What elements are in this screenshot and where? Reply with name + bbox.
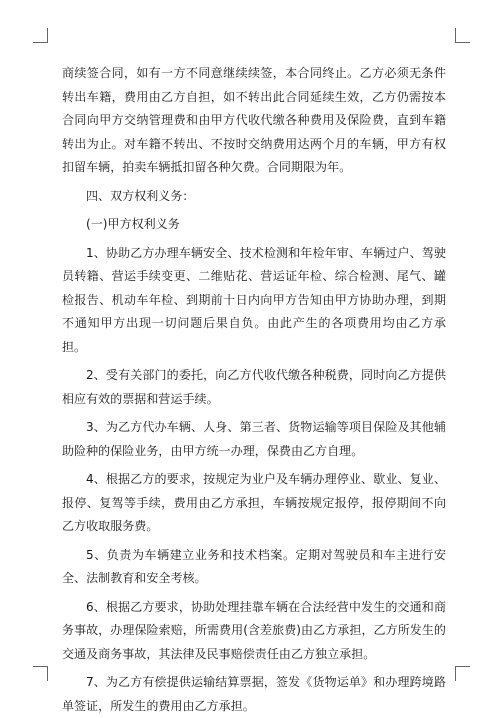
crop-mark-top-left <box>33 28 48 43</box>
clause-1: 1、协助乙方办理车辆安全、技术检测和年检年审、车辆过户、驾驶员转籍、营运手续变更、二维贴花、营运证年检、综合检测、尾气、罐检报告、机动车年检、到期前十日内向甲方告知由甲方协助办理，到期不通知甲方出现一切问题后果自负。由此产生的各项费用均由乙方承担。 <box>62 245 446 354</box>
crop-mark-bottom-right <box>455 666 470 681</box>
clause-7: 7、为乙方有偿提供运输结算票据，签发《货物运单》和办理跨境路单签证，所发生的费用由乙方承担。 <box>62 675 446 713</box>
clause-6: 6、根据乙方要求，协助处理挂靠车辆在合法经营中发生的交通和商务事故，办理保险索赔，所需费用(含差旅费)由乙方承担，乙方所发生的交通及商务事故，其法律及民事赔偿责任由乙方独立承担。 <box>62 599 446 661</box>
clause-4: 4、根据乙方的要求，按规定为业户及车辆办理停业、歇业、复业、报停、复驾等手续，费用由乙方承担，车辆按规定报停，报停期间不向乙方收取服务费。 <box>62 472 446 533</box>
subsection-heading-party-a: (一)甲方权利义务 <box>86 217 180 231</box>
crop-mark-bottom-left <box>33 666 48 681</box>
clause-3: 3、为乙方代办车辆、人身、第三者、货物运输等项目保险及其他辅助险种的保险业务，由甲方统一办理，保费由乙方自理。 <box>62 420 446 458</box>
paragraph-contract-renewal: 商续签合同，如有一方不同意继续续签，本合同终止。乙方必须无条件转出车籍，费用由乙方自担，如不转出此合同延续生效，乙方仍需按本合同向甲方交纳管理费和由甲方代收代缴各种费用及保险费，直到车籍转出为止。对车籍不转出、不按时交纳费用达两个月的车辆，甲方有权扣留车辆，拍卖车辆抵扣留各种欠费。合同期限为年。 <box>62 66 446 174</box>
clause-5: 5、负责为车辆建立业务和技术档案。定期对驾驶员和车主进行安全、法制教育和安全考核。 <box>62 547 446 585</box>
section-heading-rights-obligations: 四、双方权利义务： <box>86 188 195 203</box>
crop-mark-top-right <box>455 28 470 43</box>
clause-2: 2、受有关部门的委托，向乙方代收代缴各种税费，同时向乙方提供相应有效的票据和营运手续。 <box>62 368 446 406</box>
document-body <box>62 62 446 718</box>
